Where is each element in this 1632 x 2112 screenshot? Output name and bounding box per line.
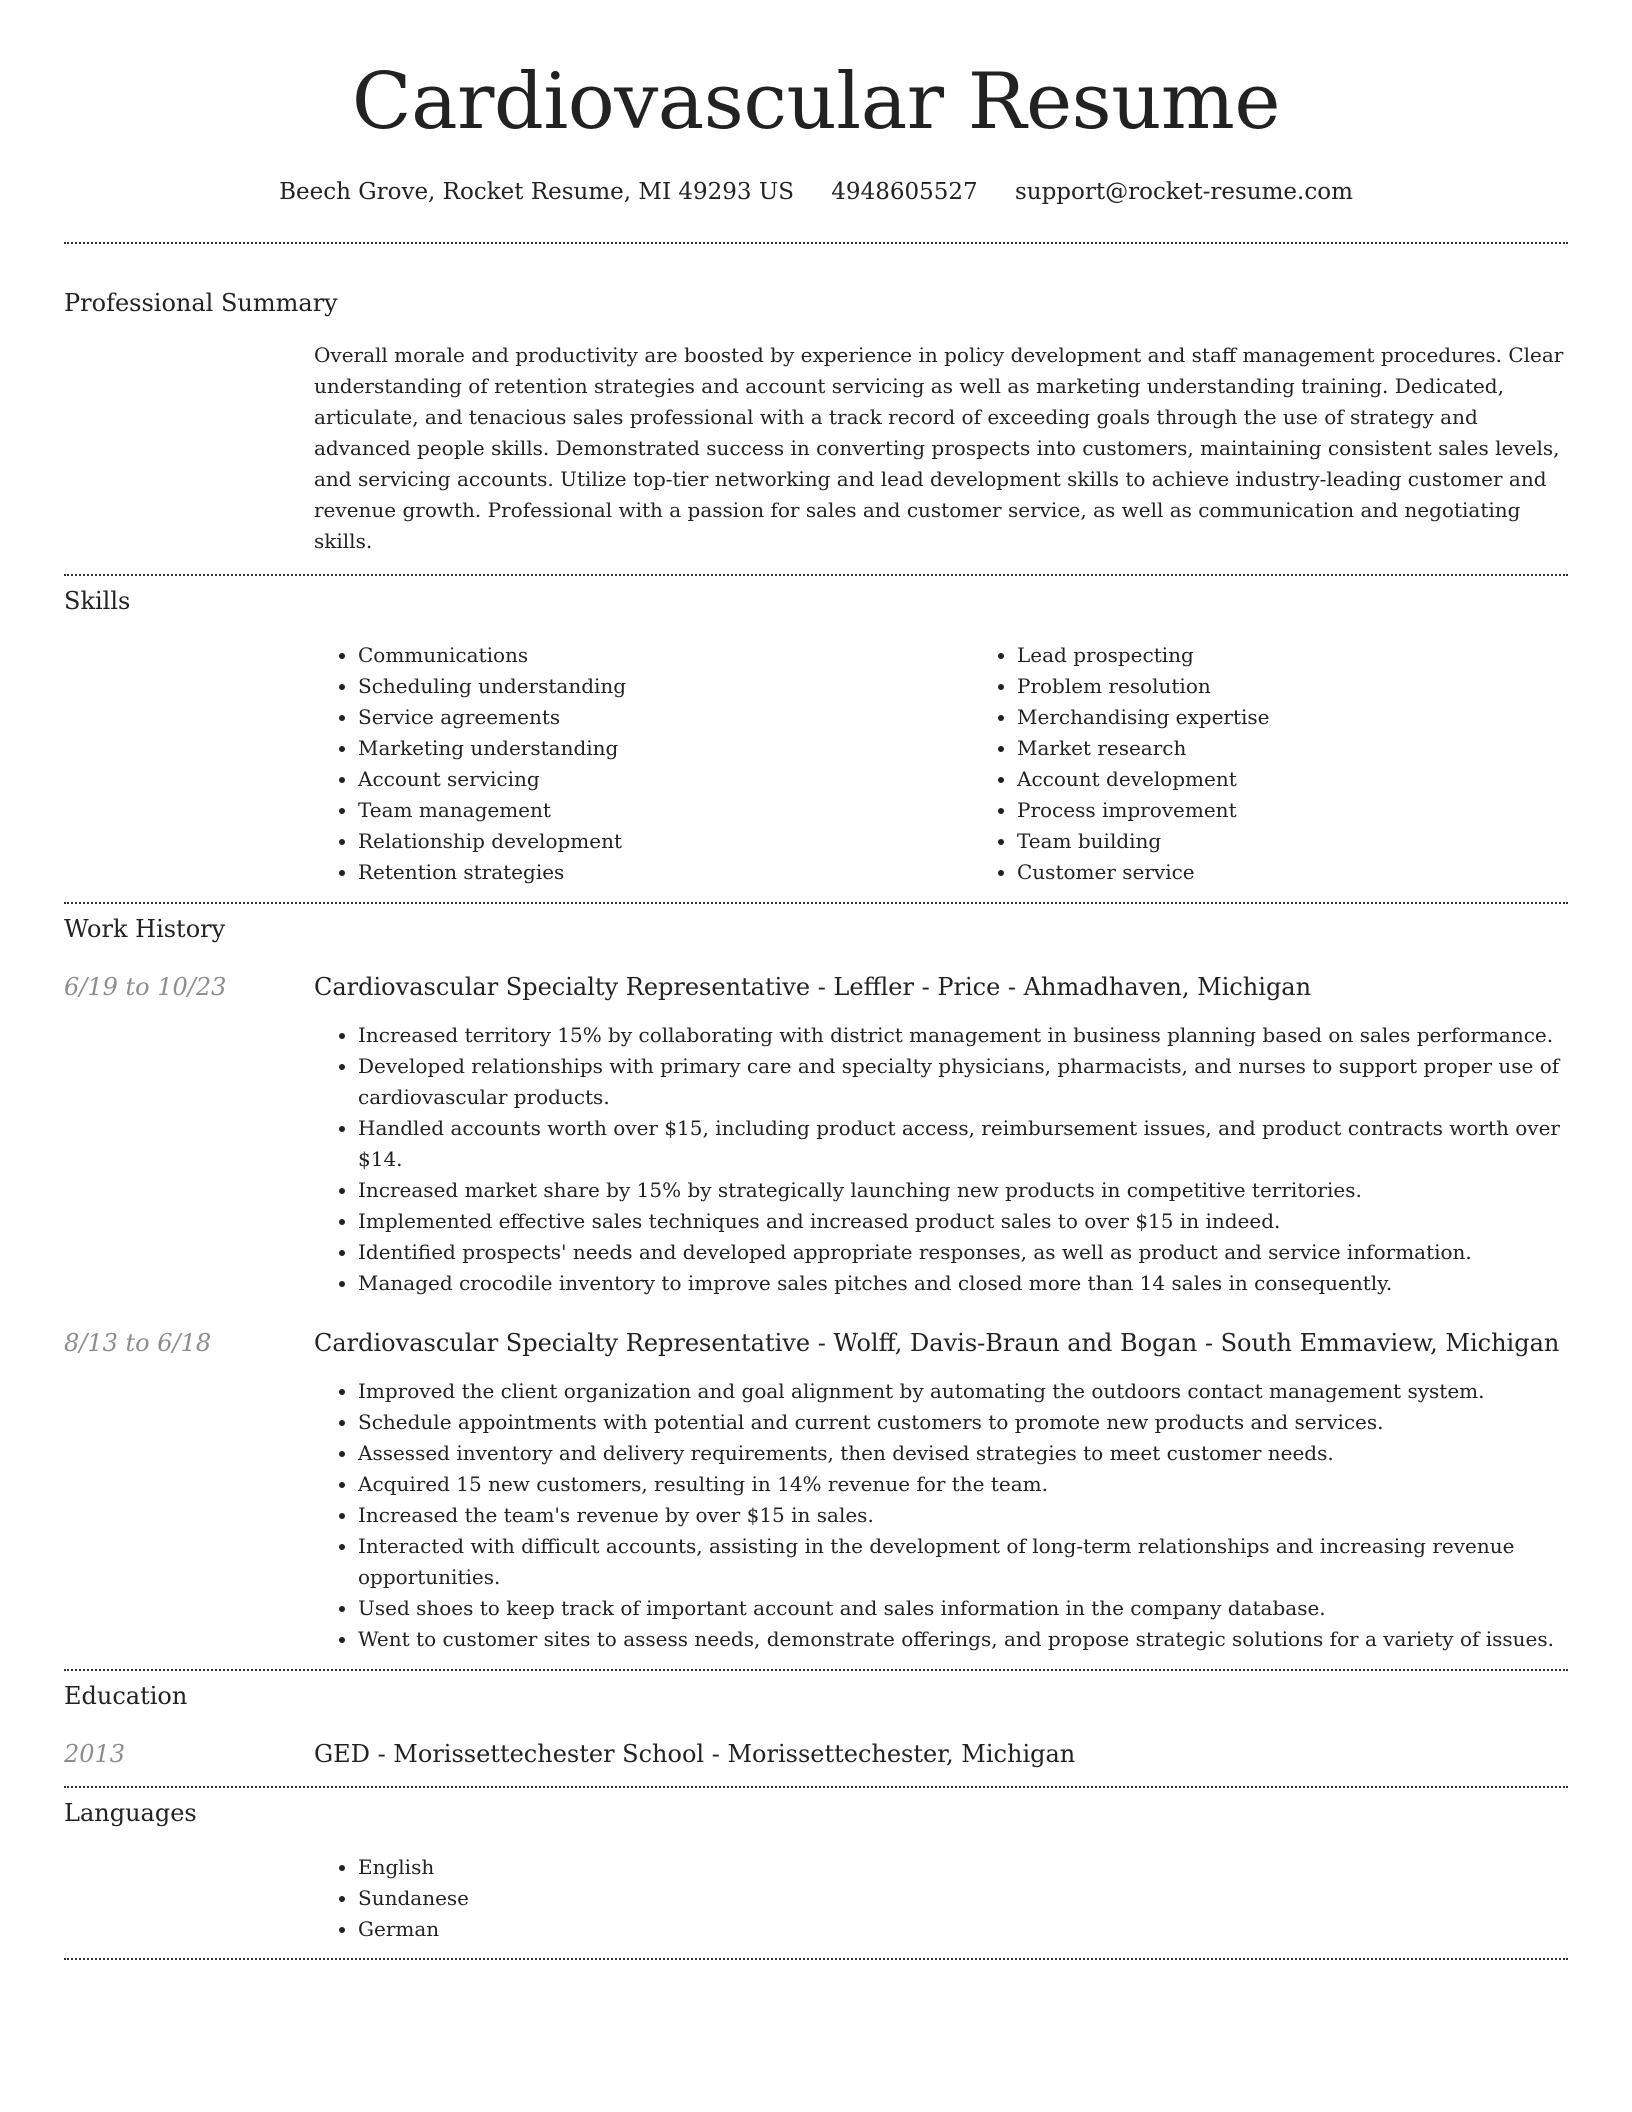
skill-item: • Process improvement: [1017, 795, 1632, 826]
language-item: • German: [358, 1914, 1568, 1945]
skill-item: • Retention strategies: [358, 857, 973, 888]
job-dates: 6/19 to 10/23: [64, 973, 227, 1001]
contact-address: Beech Grove, Rocket Resume, MI 49293 US: [279, 179, 794, 205]
job-role: Cardiovascular Specialty Representative - Wolff, Davis-Braun and Bogan - South Emmaview, Michigan: [314, 1329, 1560, 1357]
skill-item: • Service agreements: [358, 702, 973, 733]
divider: [64, 1958, 1568, 1960]
skills-section: [64, 576, 1568, 888]
languages-list: [314, 1852, 1568, 1945]
job-bullet: • Used shoes to keep track of important account and sales information in the company database.: [358, 1593, 1568, 1624]
job-bullet-list: [314, 1376, 1568, 1655]
skill-item: • Account development: [1017, 764, 1632, 795]
job-bullet: • Increased market share by 15% by strategically launching new products in competitive territories.: [358, 1175, 1568, 1206]
languages-section: [64, 1788, 1568, 1945]
job-bullet: • Schedule appointments with potential and current customers to promote new products and services.: [358, 1407, 1568, 1438]
language-item: • English: [358, 1852, 1568, 1883]
job-role: Cardiovascular Specialty Representative - Leffler - Price - Ahmadhaven, Michigan: [314, 973, 1312, 1001]
education-section: [64, 1671, 1568, 1770]
skills-list-right: [973, 640, 1632, 888]
education-degree: GED - Morissettechester School - Morissettechester, Michigan: [314, 1740, 1076, 1768]
skill-item: • Market research: [1017, 733, 1632, 764]
job-bullet: • Handled accounts worth over $15, including product access, reimbursement issues, and product contracts worth over $14.: [358, 1113, 1568, 1175]
work-section: [64, 904, 1568, 1655]
job-entry: [64, 1327, 1568, 1655]
job-bullets: [314, 1020, 1568, 1299]
job-header: [64, 1327, 1568, 1359]
language-item: • Sundanese: [358, 1883, 1568, 1914]
job-entry: [64, 971, 1568, 1299]
resume-header: [64, 0, 1568, 208]
job-bullet: • Increased territory 15% by collaborating with district management in business planning based on sales performance.: [358, 1020, 1568, 1051]
section-title-languages: Languages: [64, 1799, 197, 1827]
education-entry: [64, 1738, 1568, 1770]
skill-item: • Communications: [358, 640, 973, 671]
skill-item: • Customer service: [1017, 857, 1632, 888]
skills-list-left: [314, 640, 973, 888]
section-title-work: Work History: [64, 915, 226, 943]
skill-item: • Lead prospecting: [1017, 640, 1632, 671]
resume-title: Cardiovascular Resume: [351, 57, 1281, 147]
skill-item: • Team management: [358, 795, 973, 826]
section-title-education: Education: [64, 1682, 188, 1710]
job-bullets: [314, 1376, 1568, 1655]
job-bullet: • Increased the team's revenue by over $15 in sales.: [358, 1500, 1568, 1531]
skill-item: • Relationship development: [358, 826, 973, 857]
job-bullet: • Managed crocodile inventory to improve sales pitches and closed more than 14 sales in consequently.: [358, 1268, 1568, 1299]
job-bullet: • Interacted with difficult accounts, assisting in the development of long-term relationships and increasing revenue opportunities.: [358, 1531, 1568, 1593]
contact-line: [64, 176, 1568, 208]
section-title-summary: Professional Summary: [64, 289, 338, 317]
skills-grid: [314, 640, 1568, 888]
job-bullet: • Implemented effective sales techniques and increased product sales to over $15 in indeed.: [358, 1206, 1568, 1237]
languages-content: [314, 1852, 1568, 1945]
job-bullet: • Acquired 15 new customers, resulting in 14% revenue for the team.: [358, 1469, 1568, 1500]
skill-item: • Marketing understanding: [358, 733, 973, 764]
job-bullet: • Assessed inventory and delivery requirements, then devised strategies to meet customer needs.: [358, 1438, 1568, 1469]
contact-email: support@rocket-resume.com: [1014, 179, 1353, 205]
summary-section: [64, 244, 1568, 557]
job-header: [64, 971, 1568, 1003]
job-dates: 8/13 to 6/18: [64, 1329, 212, 1357]
skill-item: • Account servicing: [358, 764, 973, 795]
skill-item: • Scheduling understanding: [358, 671, 973, 702]
skill-item: • Team building: [1017, 826, 1632, 857]
summary-content: [314, 340, 1568, 557]
job-bullet: • Identified prospects' needs and developed appropriate responses, as well as product and service information.: [358, 1237, 1568, 1268]
education-year: 2013: [64, 1740, 126, 1768]
job-bullet: • Developed relationships with primary care and specialty physicians, pharmacists, and nurses to support proper use of cardiovascular products.: [358, 1051, 1568, 1113]
skill-item: • Problem resolution: [1017, 671, 1632, 702]
summary-text: Overall morale and productivity are boosted by experience in policy development and staff management procedures. Clear understanding of retention strategies and account servicing as well as marketing understanding training. Dedicated, articulate, and tenacious sales professional with a track record of exceeding goals through the use of strategy and advanced people skills. Demonstrated success in converting prospects into customers, maintaining consistent sales levels, and servicing accounts. Utilize top-tier networking and lead development skills to achieve industry-leading customer and revenue growth. Professional with a passion for sales and customer service, as well as communication and negotiating skills.: [314, 343, 1564, 553]
job-bullet-list: [314, 1020, 1568, 1299]
contact-phone: 4948605527: [831, 179, 978, 205]
job-bullet: • Improved the client organization and goal alignment by automating the outdoors contact management system.: [358, 1376, 1568, 1407]
skill-item: • Merchandising expertise: [1017, 702, 1632, 733]
job-bullet: • Went to customer sites to assess needs, demonstrate offerings, and propose strategic solutions for a variety of issues.: [358, 1624, 1568, 1655]
section-title-skills: Skills: [64, 587, 131, 615]
